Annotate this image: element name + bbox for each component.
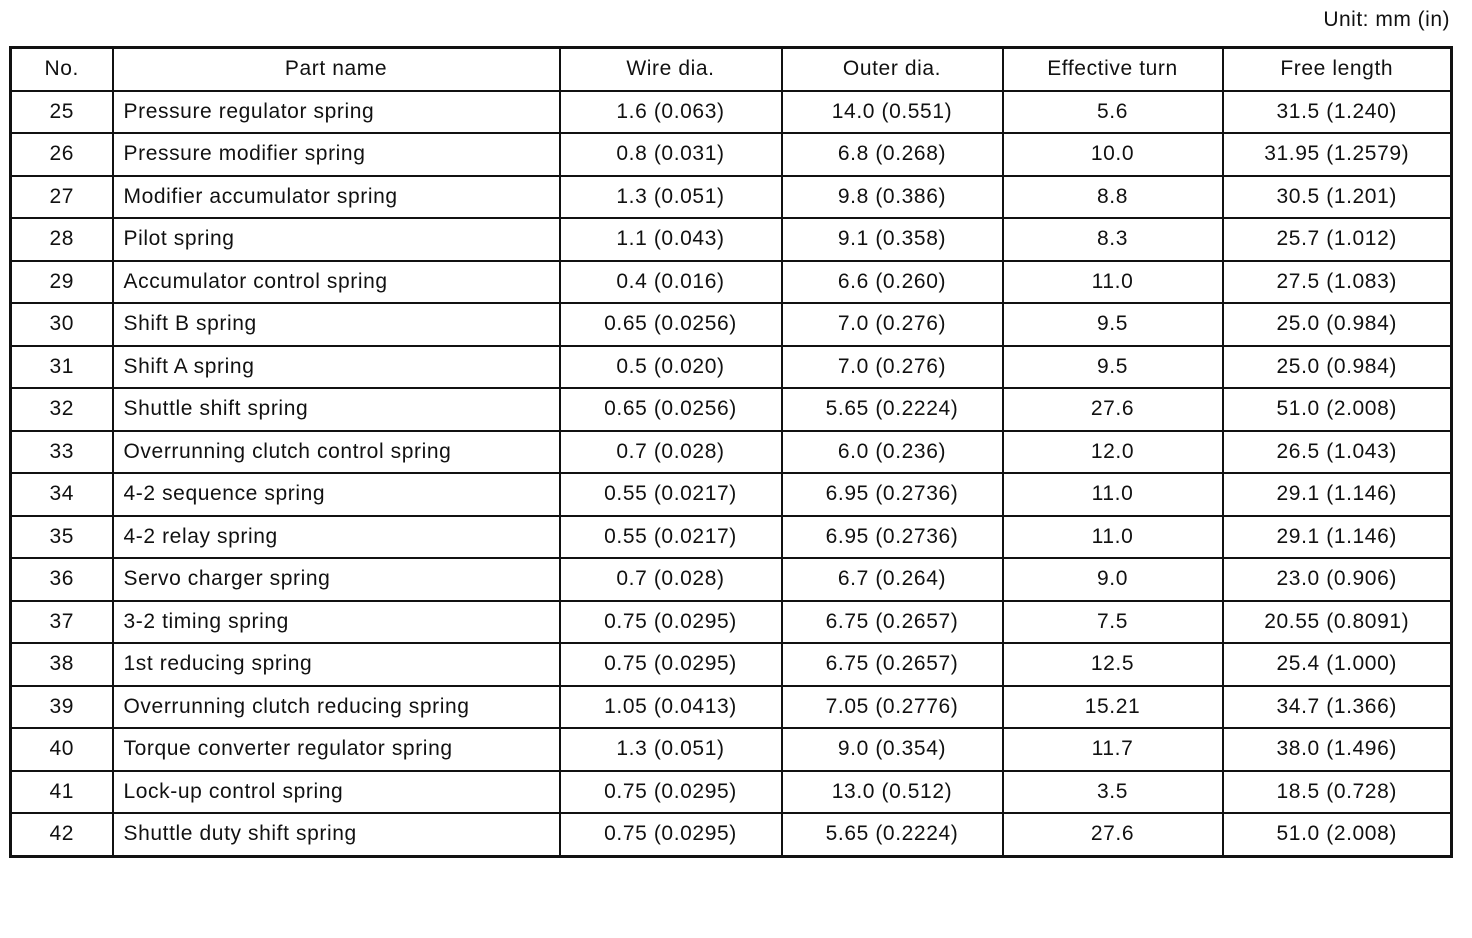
cell-effective-turn: 27.6 <box>1003 388 1223 431</box>
cell-no: 37 <box>11 601 113 644</box>
table-row <box>11 346 1452 389</box>
cell-no: 32 <box>11 388 113 431</box>
cell-outer-dia: 14.0 (0.551) <box>782 91 1003 134</box>
cell-outer-dia: 6.6 (0.260) <box>782 261 1003 304</box>
table-row <box>11 686 1452 729</box>
cell-free-length: 38.0 (1.496) <box>1223 728 1452 771</box>
cell-outer-dia: 7.05 (0.2776) <box>782 686 1003 729</box>
cell-outer-dia: 6.75 (0.2657) <box>782 601 1003 644</box>
cell-free-length: 18.5 (0.728) <box>1223 771 1452 814</box>
cell-effective-turn: 9.0 <box>1003 558 1223 601</box>
cell-free-length: 20.55 (0.8091) <box>1223 601 1452 644</box>
cell-free-length: 31.5 (1.240) <box>1223 91 1452 134</box>
cell-wire-dia: 1.6 (0.063) <box>560 91 782 134</box>
cell-wire-dia: 0.55 (0.0217) <box>560 473 782 516</box>
cell-outer-dia: 7.0 (0.276) <box>782 346 1003 389</box>
cell-no: 42 <box>11 813 113 856</box>
table-row <box>11 91 1452 134</box>
cell-wire-dia: 0.7 (0.028) <box>560 558 782 601</box>
cell-no: 33 <box>11 431 113 474</box>
cell-effective-turn: 8.3 <box>1003 218 1223 261</box>
cell-outer-dia: 9.1 (0.358) <box>782 218 1003 261</box>
cell-part-name: Accumulator control spring <box>113 261 560 304</box>
cell-no: 25 <box>11 91 113 134</box>
cell-no: 40 <box>11 728 113 771</box>
cell-wire-dia: 1.3 (0.051) <box>560 176 782 219</box>
cell-part-name: Shift B spring <box>113 303 560 346</box>
cell-effective-turn: 12.0 <box>1003 431 1223 474</box>
cell-wire-dia: 0.4 (0.016) <box>560 261 782 304</box>
cell-wire-dia: 0.75 (0.0295) <box>560 601 782 644</box>
cell-outer-dia: 7.0 (0.276) <box>782 303 1003 346</box>
cell-wire-dia: 0.55 (0.0217) <box>560 516 782 559</box>
cell-free-length: 25.4 (1.000) <box>1223 643 1452 686</box>
header-outer-dia: Outer dia. <box>782 48 1003 91</box>
cell-wire-dia: 1.1 (0.043) <box>560 218 782 261</box>
cell-effective-turn: 11.0 <box>1003 516 1223 559</box>
cell-wire-dia: 0.8 (0.031) <box>560 133 782 176</box>
table-row <box>11 601 1452 644</box>
table-row <box>11 643 1452 686</box>
cell-wire-dia: 1.05 (0.0413) <box>560 686 782 729</box>
cell-wire-dia: 0.65 (0.0256) <box>560 303 782 346</box>
cell-no: 26 <box>11 133 113 176</box>
cell-outer-dia: 6.8 (0.268) <box>782 133 1003 176</box>
table-row <box>11 388 1452 431</box>
cell-wire-dia: 0.75 (0.0295) <box>560 813 782 856</box>
cell-free-length: 51.0 (2.008) <box>1223 813 1452 856</box>
table-row <box>11 303 1452 346</box>
cell-outer-dia: 5.65 (0.2224) <box>782 388 1003 431</box>
cell-free-length: 26.5 (1.043) <box>1223 431 1452 474</box>
table-row <box>11 813 1452 856</box>
cell-free-length: 29.1 (1.146) <box>1223 516 1452 559</box>
cell-no: 31 <box>11 346 113 389</box>
cell-free-length: 51.0 (2.008) <box>1223 388 1452 431</box>
cell-no: 35 <box>11 516 113 559</box>
cell-no: 38 <box>11 643 113 686</box>
cell-effective-turn: 10.0 <box>1003 133 1223 176</box>
cell-outer-dia: 5.65 (0.2224) <box>782 813 1003 856</box>
cell-effective-turn: 11.7 <box>1003 728 1223 771</box>
cell-no: 30 <box>11 303 113 346</box>
table-row <box>11 431 1452 474</box>
cell-free-length: 29.1 (1.146) <box>1223 473 1452 516</box>
cell-effective-turn: 5.6 <box>1003 91 1223 134</box>
cell-no: 27 <box>11 176 113 219</box>
table-body <box>11 91 1452 857</box>
cell-outer-dia: 6.95 (0.2736) <box>782 473 1003 516</box>
table-row <box>11 176 1452 219</box>
cell-part-name: Torque converter regulator spring <box>113 728 560 771</box>
cell-wire-dia: 0.7 (0.028) <box>560 431 782 474</box>
cell-free-length: 30.5 (1.201) <box>1223 176 1452 219</box>
cell-free-length: 25.0 (0.984) <box>1223 346 1452 389</box>
header-free-length: Free length <box>1223 48 1452 91</box>
cell-wire-dia: 0.65 (0.0256) <box>560 388 782 431</box>
cell-outer-dia: 13.0 (0.512) <box>782 771 1003 814</box>
cell-free-length: 25.7 (1.012) <box>1223 218 1452 261</box>
header-effective-turn: Effective turn <box>1003 48 1223 91</box>
cell-part-name: Shuttle shift spring <box>113 388 560 431</box>
cell-effective-turn: 12.5 <box>1003 643 1223 686</box>
spring-spec-table <box>9 46 1453 858</box>
cell-effective-turn: 15.21 <box>1003 686 1223 729</box>
cell-effective-turn: 9.5 <box>1003 346 1223 389</box>
cell-wire-dia: 0.5 (0.020) <box>560 346 782 389</box>
table-row <box>11 261 1452 304</box>
header-wire-dia: Wire dia. <box>560 48 782 91</box>
cell-effective-turn: 7.5 <box>1003 601 1223 644</box>
header-row <box>11 48 1452 91</box>
cell-outer-dia: 6.7 (0.264) <box>782 558 1003 601</box>
cell-part-name: 3-2 timing spring <box>113 601 560 644</box>
cell-part-name: Overrunning clutch reducing spring <box>113 686 560 729</box>
cell-effective-turn: 11.0 <box>1003 261 1223 304</box>
cell-effective-turn: 11.0 <box>1003 473 1223 516</box>
cell-outer-dia: 6.95 (0.2736) <box>782 516 1003 559</box>
cell-part-name: Pilot spring <box>113 218 560 261</box>
cell-free-length: 27.5 (1.083) <box>1223 261 1452 304</box>
cell-free-length: 31.95 (1.2579) <box>1223 133 1452 176</box>
table-row <box>11 473 1452 516</box>
cell-part-name: Modifier accumulator spring <box>113 176 560 219</box>
cell-free-length: 34.7 (1.366) <box>1223 686 1452 729</box>
header-part-name: Part name <box>113 48 560 91</box>
cell-effective-turn: 8.8 <box>1003 176 1223 219</box>
table-row <box>11 771 1452 814</box>
cell-no: 34 <box>11 473 113 516</box>
cell-free-length: 23.0 (0.906) <box>1223 558 1452 601</box>
cell-outer-dia: 6.0 (0.236) <box>782 431 1003 474</box>
cell-part-name: Pressure modifier spring <box>113 133 560 176</box>
table-row <box>11 133 1452 176</box>
cell-part-name: 4-2 relay spring <box>113 516 560 559</box>
cell-outer-dia: 6.75 (0.2657) <box>782 643 1003 686</box>
cell-no: 29 <box>11 261 113 304</box>
unit-note: Unit: mm (in) <box>1323 8 1450 31</box>
cell-part-name: Lock-up control spring <box>113 771 560 814</box>
cell-no: 36 <box>11 558 113 601</box>
cell-wire-dia: 0.75 (0.0295) <box>560 643 782 686</box>
cell-no: 41 <box>11 771 113 814</box>
cell-part-name: Overrunning clutch control spring <box>113 431 560 474</box>
table-row <box>11 516 1452 559</box>
cell-free-length: 25.0 (0.984) <box>1223 303 1452 346</box>
cell-part-name: 4-2 sequence spring <box>113 473 560 516</box>
cell-wire-dia: 0.75 (0.0295) <box>560 771 782 814</box>
cell-effective-turn: 3.5 <box>1003 771 1223 814</box>
header-no: No. <box>11 48 113 91</box>
cell-part-name: Shift A spring <box>113 346 560 389</box>
cell-outer-dia: 9.8 (0.386) <box>782 176 1003 219</box>
cell-part-name: Servo charger spring <box>113 558 560 601</box>
cell-part-name: Pressure regulator spring <box>113 91 560 134</box>
cell-wire-dia: 1.3 (0.051) <box>560 728 782 771</box>
cell-part-name: Shuttle duty shift spring <box>113 813 560 856</box>
cell-no: 28 <box>11 218 113 261</box>
cell-outer-dia: 9.0 (0.354) <box>782 728 1003 771</box>
cell-no: 39 <box>11 686 113 729</box>
cell-effective-turn: 27.6 <box>1003 813 1223 856</box>
cell-part-name: 1st reducing spring <box>113 643 560 686</box>
cell-effective-turn: 9.5 <box>1003 303 1223 346</box>
table-row <box>11 558 1452 601</box>
table-row <box>11 218 1452 261</box>
table-row <box>11 728 1452 771</box>
